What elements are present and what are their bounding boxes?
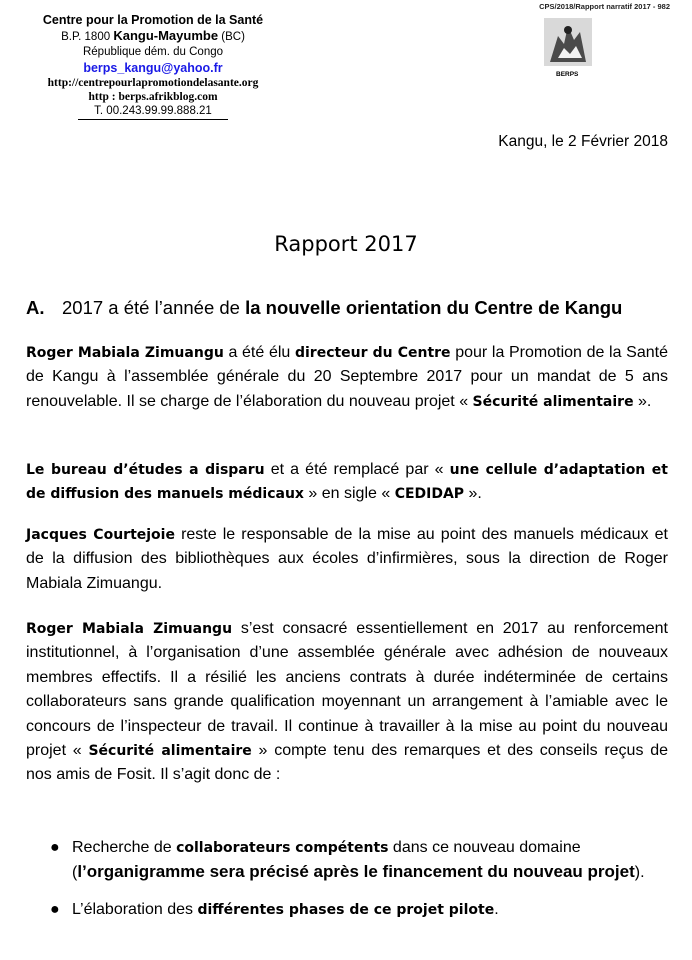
paragraph-cedidap xyxy=(26,458,668,507)
text-run: a été élu xyxy=(223,344,295,361)
bullet-icon: ● xyxy=(50,839,60,856)
section-text: 2017 a été l’année de xyxy=(62,297,246,318)
text-run: . xyxy=(494,900,499,918)
paragraph-courtejoie xyxy=(26,523,668,596)
emphasis: Le bureau d’études a disparu xyxy=(26,462,265,478)
section-heading xyxy=(26,297,622,319)
text-run: ). xyxy=(634,864,645,882)
address-suffix: (BC) xyxy=(218,31,245,43)
text-run: dans ce nouveau domaine ( xyxy=(72,839,581,882)
text-run: ». xyxy=(633,392,652,410)
strong-emphasis: l’organigramme sera précisé après le financement du nouveau projet xyxy=(77,862,635,882)
email-link[interactable]: berps_kangu@yahoo.fr xyxy=(83,61,223,75)
project-name: Sécurité alimentaire xyxy=(88,743,252,760)
document-reference: CPS/2018/Rapport narratif 2017 - 982 xyxy=(539,2,670,11)
document-date: Kangu, le 2 Février 2018 xyxy=(498,133,668,150)
text-run: pour la Promotion de la Santé de Kangu à l’assemblée générale du 20 Septembre 2017 pour un mandat de 5 ans renouvelable. Il se charge de l’élaboration du nouveau projet « xyxy=(26,344,668,410)
text-run: » en sigle « xyxy=(303,485,395,503)
organization-name: Centre pour la Promotion de la Santé xyxy=(42,13,264,27)
text-run: L’élaboration des xyxy=(72,900,198,918)
address-prefix: B.P. 1800 xyxy=(61,31,114,43)
berps-logo xyxy=(544,18,592,66)
task-list xyxy=(26,836,668,934)
website-link[interactable]: http://centrepourlapromotiondelasante.org xyxy=(47,77,259,89)
report-title: Rapport 2017 xyxy=(274,232,418,256)
list-item xyxy=(26,836,668,886)
text-run: et a été remplacé par « xyxy=(264,461,450,478)
text-run: » compte tenu des remarques et des conseils reçus de nos amis de Fosit. Il s’agit donc de : xyxy=(26,742,668,784)
bullet-icon: ● xyxy=(50,900,60,918)
emphasis: collaborateurs compétents xyxy=(176,840,389,856)
person-name: Jacques Courtejoie xyxy=(26,527,175,543)
text-run: Recherche de xyxy=(72,839,177,856)
text-run: reste le responsable de la mise au point des manuels médicaux et de la diffusion des bibliothèques aux écoles d’infirmières, sous la direction de Roger Mabiala Zimuangu. xyxy=(26,526,668,592)
emphasis: différentes phases de ce projet pilote xyxy=(197,901,495,918)
text-run: ». xyxy=(464,485,482,503)
logo-label: BERPS xyxy=(556,71,579,78)
paragraph-director xyxy=(26,341,668,414)
postal-address xyxy=(26,28,280,45)
address-city: Kangu-Mayumbe xyxy=(113,28,219,43)
country: République dém. du Congo xyxy=(82,46,224,58)
paragraph-institutional xyxy=(26,617,668,788)
phone-number: T. 00.243.99.99.888.21 xyxy=(94,105,212,117)
person-name: Roger Mabiala Zimuangu xyxy=(26,621,233,637)
section-letter: A. xyxy=(26,297,45,318)
list-item xyxy=(26,898,668,922)
acronym: CEDIDAP xyxy=(394,486,465,503)
section-bold-text: la nouvelle orientation du Centre de Kangu xyxy=(245,297,623,318)
letterhead-rule xyxy=(78,119,228,120)
person-name: Roger Mabiala Zimuangu xyxy=(26,345,224,361)
blog-link[interactable]: http : berps.afrikblog.com xyxy=(88,91,218,103)
role-emphasis: directeur du Centre xyxy=(294,345,451,361)
emphasis: une cellule d’adaptation et de diffusion des manuels médicaux xyxy=(26,462,668,503)
letterhead xyxy=(26,12,280,120)
project-name: Sécurité alimentaire xyxy=(472,393,634,410)
text-run: s’est consacré essentiellement en 2017 au renforcement institutionnel, à l’organisation d’une assemblée générale avec adhésion de nouveaux membres effectifs. Il a résilié les anciens contrats à durée indéterminée de certains collaborateurs sans grande qualification moyennant un arrangement à l’amiable avec le concours de l’inspecteur de travail. Il continue à travailler à la mise au point du nouveau projet « xyxy=(26,620,669,760)
